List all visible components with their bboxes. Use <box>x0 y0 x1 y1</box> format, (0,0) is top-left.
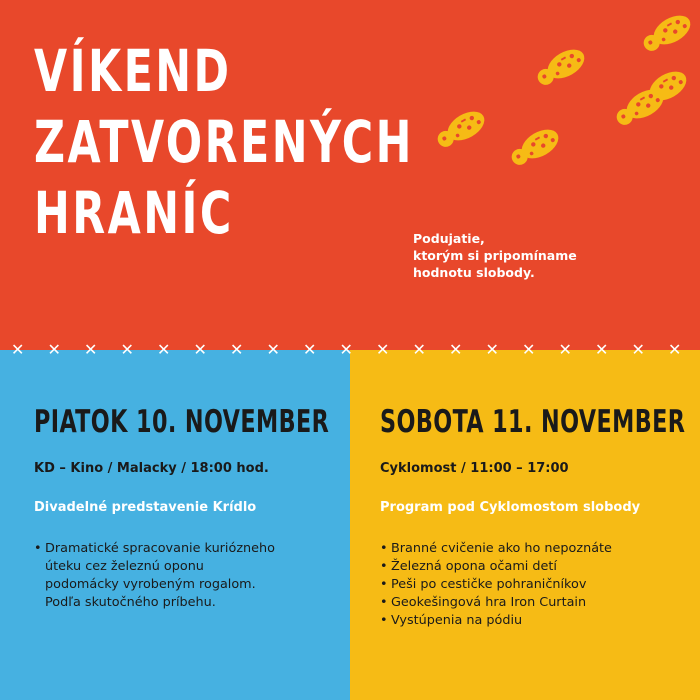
x-mark-icon: ✕ <box>376 340 390 359</box>
list-item-text: úteku cez železnú oponu <box>45 559 204 574</box>
friday-panel <box>0 350 350 700</box>
x-mark-icon: ✕ <box>11 340 25 359</box>
tagline-line: hodnotu slobody. <box>413 265 535 280</box>
x-mark-icon: ✕ <box>157 340 171 359</box>
saturday-list <box>380 540 612 630</box>
x-mark-icon: ✕ <box>485 340 499 359</box>
tagline <box>413 230 577 281</box>
x-mark-icon: ✕ <box>595 340 609 359</box>
x-divider <box>0 341 700 359</box>
friday-list <box>34 540 275 612</box>
saturday-date: SOBOTA 11. NOVEMBER <box>380 404 686 440</box>
x-mark-icon: ✕ <box>120 340 134 359</box>
tagline-line: ktorým si pripomíname <box>413 248 577 263</box>
list-item-text: podomácky vyrobeným rogalom. <box>45 577 256 592</box>
friday-subtitle: Divadelné predstavenie Krídlo <box>34 500 257 515</box>
friday-venue: KD – Kino / Malacky / 18:00 hod. <box>34 461 269 476</box>
x-mark-icon: ✕ <box>47 340 61 359</box>
saturday-subtitle: Program pod Cyklomostom slobody <box>380 500 641 515</box>
list-item-text: Podľa skutočného príbehu. <box>45 595 216 610</box>
friday-date: PIATOK 10. NOVEMBER <box>34 404 330 440</box>
saturday-panel <box>350 350 700 700</box>
title-line: HRANÍC <box>34 179 234 247</box>
x-mark-icon: ✕ <box>558 340 572 359</box>
list-item: • Geokešingová hra Iron Curtain <box>380 594 612 612</box>
list-item: • Peši po cestičke pohraničníkov <box>380 576 612 594</box>
list-item <box>34 540 275 612</box>
list-item: • Vystúpenia na pódiu <box>380 612 612 630</box>
x-mark-icon: ✕ <box>631 340 645 359</box>
title-line: VÍKEND <box>34 37 232 105</box>
x-mark-icon: ✕ <box>412 340 426 359</box>
title-line: ZATVORENÝCH <box>34 108 414 176</box>
list-item-text: Dramatické spracovanie kuriózneho <box>45 541 275 556</box>
x-mark-icon: ✕ <box>266 340 280 359</box>
saturday-venue: Cyklomost / 11:00 – 17:00 <box>380 461 569 476</box>
x-mark-icon: ✕ <box>522 340 536 359</box>
x-mark-icon: ✕ <box>230 340 244 359</box>
list-item: • Branné cvičenie ako ho nepoznáte <box>380 540 612 558</box>
tagline-line: Podujatie, <box>413 231 485 246</box>
x-mark-icon: ✕ <box>449 340 463 359</box>
list-item: • Železná opona očami detí <box>380 558 612 576</box>
x-mark-icon: ✕ <box>303 340 317 359</box>
x-mark-icon: ✕ <box>668 340 682 359</box>
x-mark-icon: ✕ <box>193 340 207 359</box>
x-mark-icon: ✕ <box>339 340 353 359</box>
x-mark-icon: ✕ <box>84 340 98 359</box>
